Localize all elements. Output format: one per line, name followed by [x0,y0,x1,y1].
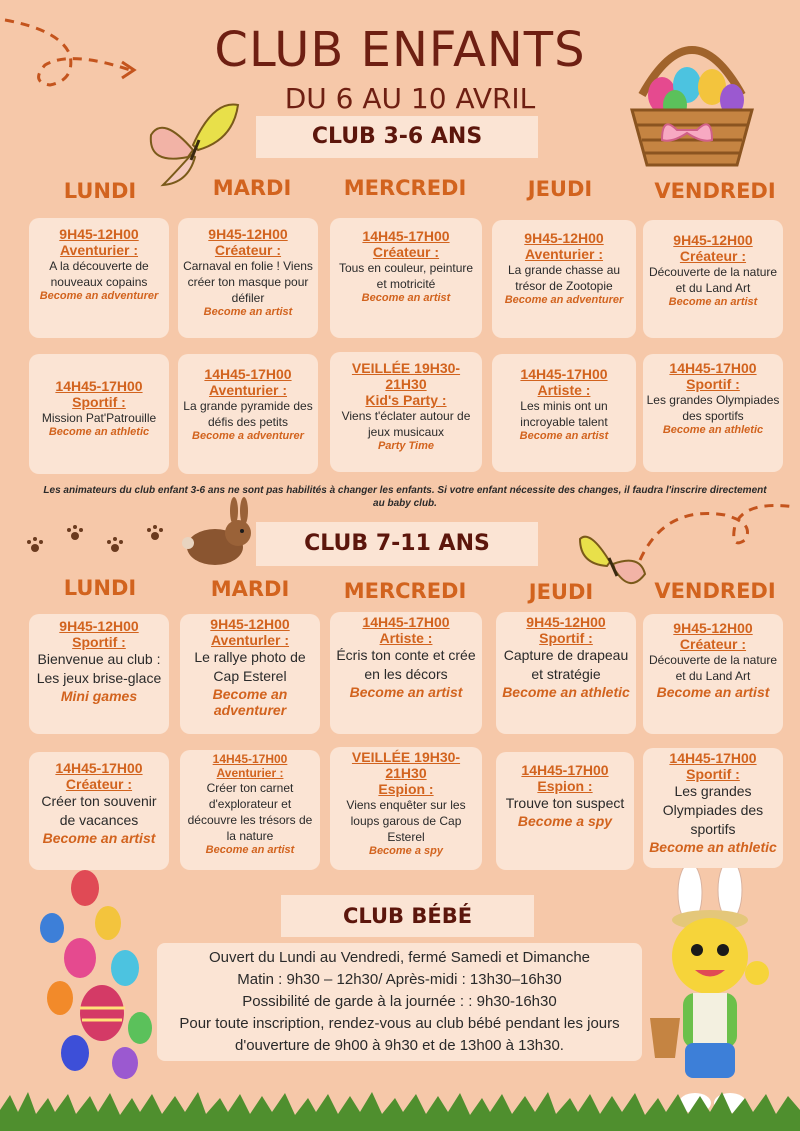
activity-time: 9H45-12H00 [208,226,288,242]
activity-card [330,218,482,338]
grass-icon [0,1090,800,1131]
activity-type: Aventurler : [210,632,290,648]
activity-tag: Become an athletic [662,424,764,436]
bebe-info-line: Possibilité de garde à la journée : : 9h30-16h30 [242,993,557,1010]
rabbit-icon [180,497,258,569]
club-3-6-note: Les animateurs du club enfant 3-6 ans ne sont pas habilités à changer les enfants. Si votre enfant nécessite des changes, il faudra l'inscrire directement au baby club. [43,485,767,509]
activity-type: Créateur : [214,242,282,258]
activity-description: Découverte de la nature et du Land Art [648,265,778,295]
activity-tag: Become an artist [668,296,758,308]
activity-type: Créateur : [65,776,133,792]
activity-tag: Become an adventurer [39,290,159,302]
activity-time: 14H45-17H00 [204,366,292,382]
bebe-info-line: d'ouverture de 9h00 à 9h30 et de 13h00 à 13h30. [235,1037,564,1054]
activity-tag: Become an artist [519,430,609,442]
club-3-6-banner: CLUB 3-6 ANS [256,116,538,158]
activity-card [492,354,636,472]
day-header-mardi: MARDI [210,577,290,601]
activity-card [29,354,169,474]
activity-time: 14H45-17H00 [669,360,757,376]
activity-card [29,218,169,338]
activity-description: La grande chasse au trésor de Zootopie [507,263,621,293]
activity-time: 9H45-12H00 [59,618,139,634]
activity-card [29,614,169,734]
activity-description: Les minis ont un incroyable talent [520,399,608,429]
bunny-mascot-icon [635,868,785,1123]
activity-card [643,354,783,472]
page-subtitle: DU 6 AU 10 AVRIL [284,82,536,115]
activity-time: 14H45-17H00 [55,760,143,776]
day-header-mardi: MARDI [212,176,292,200]
activity-description: Découverte de la nature et du Land Art [648,653,778,683]
activity-tag: Become a spy [369,845,443,857]
dashed-swirl-decoration [635,495,800,565]
activity-time: 9H45-12H00 [59,226,139,242]
activity-tag: Become a adventurer [192,430,304,442]
day-header-jeudi: JEUDI [527,177,593,201]
activity-type: Sportif : [686,766,740,782]
activity-time: VEILLÉE 19H30-21H30 [351,749,461,781]
activity-card [643,748,783,868]
club-7-11-banner: CLUB 7-11 ANS [256,522,538,566]
activity-type: Créateur : [679,248,747,264]
activity-tag: Mini games [60,688,138,704]
activity-type: Aventurier : [524,246,604,262]
activity-card [496,752,634,870]
activity-time: 14H45-17H00 [521,762,609,778]
activity-card [180,750,320,870]
activity-type: Sportif : [72,394,126,410]
activity-description: Créer ton souvenir de vacances [41,793,157,828]
activity-tag: Become an artist [349,684,463,700]
activity-tag: Become an athletic [48,426,150,438]
activity-type: Aventurier : [216,766,284,780]
activity-type: Créateur : [372,244,440,260]
activity-time: 9H45-12H00 [210,616,290,632]
activity-time: 14H45-17H00 [362,228,450,244]
activity-tag: Become an adventurer [504,294,624,306]
activity-description: Les grandes Olympiades des sportifs [662,783,764,837]
activity-time: 9H45-12H00 [526,614,606,630]
activity-time: 14H45-17H00 [212,752,288,766]
activity-description: Le rallye photo de Cap Esterel [194,649,306,684]
activity-card [496,612,636,734]
activity-type: Aventurier : [208,382,288,398]
activity-type: Sportif : [686,376,740,392]
activity-card [178,218,318,338]
activity-tag: Become an athletic [649,839,777,855]
activity-tag: Become a spy [517,813,613,829]
activity-tag: Become an artist [203,306,293,318]
activity-card [330,612,482,734]
activity-type: Espion : [537,778,593,794]
activity-tag: Party Time [377,440,435,452]
activity-tag: Become an artist [42,830,156,846]
activity-time: 9H45-12H00 [524,230,604,246]
activity-type: Sportif : [539,630,593,646]
activity-description: Capture de drapeau et stratégie [503,647,629,682]
activity-card [643,220,783,338]
activity-card [180,614,320,734]
activity-time: 9H45-12H00 [673,620,753,636]
activity-type: Espion : [378,781,434,797]
bebe-info-line: Pour toute inscription, rendez-vous au club bébé pendant les jours [179,1015,620,1032]
easter-eggs-icon [30,868,160,1083]
day-header-lundi: LUNDI [63,576,137,600]
day-header-mercredi: MERCREDI [343,176,467,200]
day-header-mercredi: MERCREDI [343,579,467,603]
activity-time: 14H45-17H00 [520,366,608,382]
activity-type: Artiste : [379,630,433,646]
activity-description: Bienvenue au club : Les jeux brise-glace [36,651,162,686]
easter-basket-icon [617,25,767,173]
activity-tag: Become an artist [656,684,770,700]
day-header-vendredi: VENDREDI [654,579,776,603]
activity-type: Kid's Party : [365,392,447,408]
activity-description: Créer ton carnet d'explorateur et découvre les trésors de la nature [187,781,313,843]
activity-type: Sportif : [72,634,126,650]
activity-card [29,752,169,870]
activity-tag: Become an artist [205,844,295,856]
activity-card [178,354,318,474]
activity-tag: Become an artist [361,292,451,304]
activity-description: La grande pyramide des défis des petits [183,399,313,429]
activity-description: Écris ton conte et crée en les décors [336,647,476,682]
page-title: CLUB ENFANTS [214,22,586,78]
activity-time: VEILLÉE 19H30-21H30 [351,360,461,392]
activity-type: Artiste : [537,382,591,398]
activity-time: 14H45-17H00 [669,750,757,766]
activity-description: Tous en couleur, peinture et motricité [338,261,474,291]
activity-description: Mission Pat'Patrouille [41,411,157,425]
activity-tag: Become an athletic [502,684,630,700]
club-bebe-info [157,943,642,1061]
activity-description: Viens t'éclater autour de jeux musicaux [341,409,471,439]
club-bebe-banner: CLUB BÉBÉ [281,895,534,937]
activity-tag: Become an adventurer [212,686,288,718]
activity-time: 14H45-17H00 [362,614,450,630]
activity-description: Les grandes Olympiades des sportifs [646,393,780,423]
activity-time: 9H45-12H00 [673,232,753,248]
activity-card [330,747,482,870]
day-header-vendredi: VENDREDI [654,179,776,203]
activity-description: Trouve ton suspect [505,795,625,811]
paw-prints-icon [20,518,190,563]
bebe-info-line: Matin : 9h30 – 12h30/ Après-midi : 13h30–16h30 [237,971,562,988]
activity-card [492,220,636,338]
activity-card [643,614,783,734]
activity-type: Aventurier : [59,242,139,258]
bebe-info-line: Ouvert du Lundi au Vendredi, fermé Samedi et Dimanche [208,949,591,966]
activity-description: A la découverte de nouveaux copains [49,259,149,289]
activity-description: Viens enquêter sur les loups garous de Cap Esterel [346,798,466,844]
activity-card [330,352,482,472]
activity-type: Créateur : [679,636,747,652]
day-header-lundi: LUNDI [63,179,137,203]
activity-description: Carnaval en folie ! Viens créer ton masque pour défiler [183,259,313,305]
day-header-jeudi: JEUDI [528,580,594,604]
activity-time: 14H45-17H00 [55,378,143,394]
